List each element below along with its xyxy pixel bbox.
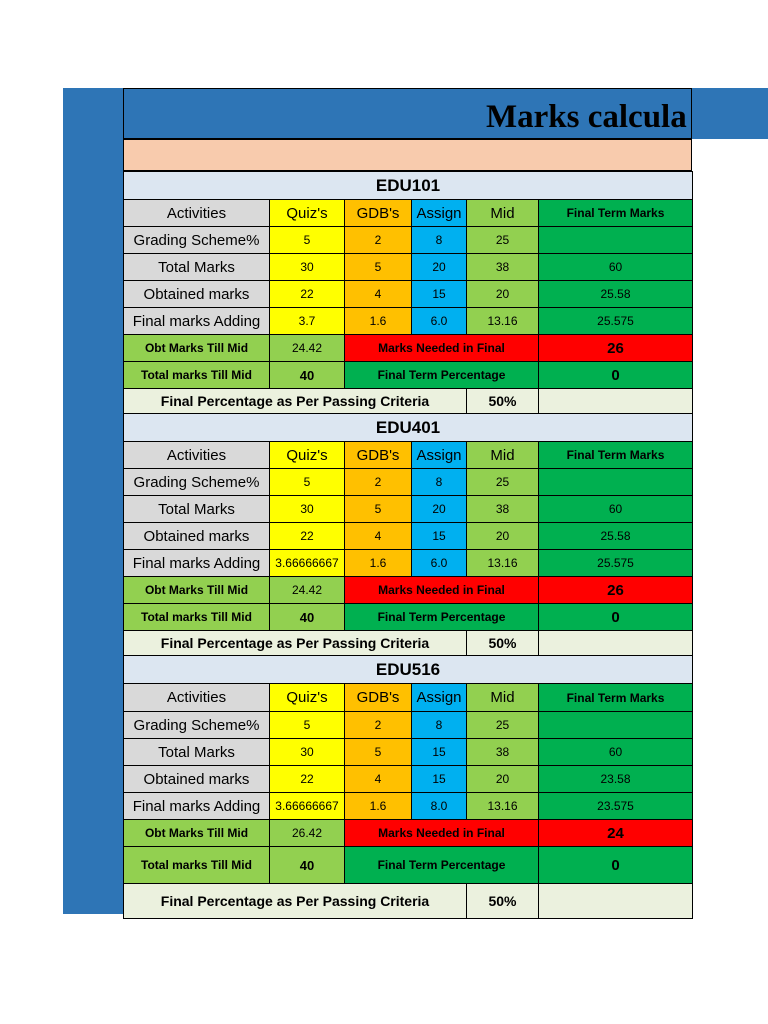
cell-final[interactable]: 60	[539, 496, 693, 523]
cell-final[interactable]: 25.575	[539, 308, 693, 335]
criteria-label: Final Percentage as Per Passing Criteria	[124, 631, 467, 656]
cell-gdb[interactable]: 2	[345, 227, 412, 254]
header-quizzes[interactable]: Quiz's	[270, 684, 345, 712]
cell-quiz[interactable]: 22	[270, 281, 345, 308]
cell-final[interactable]: 25.58	[539, 523, 693, 550]
row-label-obtained[interactable]: Obtained marks	[124, 281, 270, 308]
final-term-percentage-label: Final Term Percentage	[345, 604, 539, 631]
criteria-label: Final Percentage as Per Passing Criteria	[124, 884, 467, 919]
final-term-percentage-label: Final Term Percentage	[345, 362, 539, 389]
cell-gdb[interactable]: 2	[345, 469, 412, 496]
header-quizzes[interactable]: Quiz's	[270, 442, 345, 469]
header-mid[interactable]: Mid	[467, 442, 539, 469]
cell-quiz[interactable]: 30	[270, 496, 345, 523]
cell-gdb[interactable]: 1.6	[345, 550, 412, 577]
criteria-empty-cell[interactable]	[539, 884, 693, 919]
cell-final[interactable]: 23.575	[539, 793, 693, 820]
cell-assign[interactable]: 6.0	[412, 550, 467, 577]
row-label-obtained[interactable]: Obtained marks	[124, 523, 270, 550]
header-gdbs[interactable]: GDB's	[345, 200, 412, 227]
cell-final[interactable]: 23.58	[539, 766, 693, 793]
cell-gdb[interactable]: 1.6	[345, 308, 412, 335]
header-quizzes[interactable]: Quiz's	[270, 200, 345, 227]
cell-final[interactable]: 60	[539, 254, 693, 281]
header-gdbs[interactable]: GDB's	[345, 442, 412, 469]
cell-mid[interactable]: 38	[467, 254, 539, 281]
final-term-percentage-label: Final Term Percentage	[345, 847, 539, 884]
row-label-grading[interactable]: Grading Scheme%	[124, 712, 270, 739]
cell-assign[interactable]: 20	[412, 254, 467, 281]
cell-gdb[interactable]: 4	[345, 281, 412, 308]
total-marks-label: Total marks Till Mid	[124, 847, 270, 884]
cell-assign[interactable]: 15	[412, 523, 467, 550]
cell-final[interactable]: 25.575	[539, 550, 693, 577]
sheet-background-left	[63, 88, 125, 914]
cell-gdb[interactable]: 5	[345, 739, 412, 766]
sheet-background-right	[692, 88, 768, 139]
cell-quiz[interactable]: 5	[270, 712, 345, 739]
cell-mid[interactable]: 25	[467, 469, 539, 496]
page-title: Marks calcula	[486, 99, 687, 135]
cell-mid[interactable]: 13.16	[467, 793, 539, 820]
row-label-total[interactable]: Total Marks	[124, 496, 270, 523]
cell-gdb[interactable]: 4	[345, 523, 412, 550]
criteria-empty-cell[interactable]	[539, 631, 693, 656]
cell-quiz[interactable]: 22	[270, 766, 345, 793]
criteria-value[interactable]: 50%	[467, 884, 539, 919]
final-term-percentage-value[interactable]: 0	[539, 604, 693, 631]
cell-assign[interactable]: 8	[412, 227, 467, 254]
cell-mid[interactable]: 38	[467, 739, 539, 766]
cell-assign[interactable]: 15	[412, 281, 467, 308]
cell-quiz[interactable]: 3.66666667	[270, 793, 345, 820]
course-block-edu516	[123, 655, 692, 919]
cell-gdb[interactable]: 5	[345, 254, 412, 281]
cell-mid[interactable]: 38	[467, 496, 539, 523]
header-mid[interactable]: Mid	[467, 684, 539, 712]
cell-quiz[interactable]: 30	[270, 254, 345, 281]
row-label-total[interactable]: Total Marks	[124, 254, 270, 281]
marks-needed-label: Marks Needed in Final	[345, 820, 539, 847]
marks-needed-value[interactable]: 26	[539, 335, 693, 362]
cell-final[interactable]: 60	[539, 739, 693, 766]
obt-marks-value[interactable]: 24.42	[270, 577, 345, 604]
cell-assign[interactable]: 8	[412, 712, 467, 739]
header-activities[interactable]: Activities	[124, 442, 270, 469]
header-assign[interactable]: Assign	[412, 684, 467, 712]
cell-gdb[interactable]: 1.6	[345, 793, 412, 820]
header-mid[interactable]: Mid	[467, 200, 539, 227]
cell-mid[interactable]: 25	[467, 227, 539, 254]
cell-quiz[interactable]: 5	[270, 469, 345, 496]
course-title: EDU516	[124, 656, 693, 684]
obt-marks-value[interactable]: 26.42	[270, 820, 345, 847]
cell-assign[interactable]: 15	[412, 766, 467, 793]
spacer-row	[123, 139, 692, 171]
obt-marks-label: Obt Marks Till Mid	[124, 820, 270, 847]
cell-gdb[interactable]: 4	[345, 766, 412, 793]
cell-mid[interactable]: 20	[467, 281, 539, 308]
cell-final[interactable]	[539, 469, 693, 496]
cell-mid[interactable]: 20	[467, 766, 539, 793]
cell-assign[interactable]: 6.0	[412, 308, 467, 335]
course-title: EDU101	[124, 172, 693, 200]
row-label-final-adding[interactable]: Final marks Adding	[124, 793, 270, 820]
cell-quiz[interactable]: 22	[270, 523, 345, 550]
obt-marks-label: Obt Marks Till Mid	[124, 577, 270, 604]
cell-assign[interactable]: 8	[412, 469, 467, 496]
marks-needed-value[interactable]: 24	[539, 820, 693, 847]
criteria-empty-cell[interactable]	[539, 389, 693, 414]
marks-needed-label: Marks Needed in Final	[345, 335, 539, 362]
header-final-term[interactable]: Final Term Marks	[539, 200, 693, 227]
header-assign[interactable]: Assign	[412, 200, 467, 227]
criteria-value[interactable]: 50%	[467, 389, 539, 414]
marks-needed-label: Marks Needed in Final	[345, 577, 539, 604]
cell-assign[interactable]: 15	[412, 739, 467, 766]
header-final-term[interactable]: Final Term Marks	[539, 442, 693, 469]
cell-quiz[interactable]: 3.7	[270, 308, 345, 335]
final-term-percentage-value[interactable]: 0	[539, 847, 693, 884]
row-label-final-adding[interactable]: Final marks Adding	[124, 308, 270, 335]
cell-quiz[interactable]: 3.66666667	[270, 550, 345, 577]
cell-gdb[interactable]: 2	[345, 712, 412, 739]
total-marks-value[interactable]: 40	[270, 362, 345, 389]
obt-marks-value[interactable]: 24.42	[270, 335, 345, 362]
cell-mid[interactable]: 20	[467, 523, 539, 550]
header-gdbs[interactable]: GDB's	[345, 684, 412, 712]
cell-quiz[interactable]: 30	[270, 739, 345, 766]
course-title: EDU401	[124, 414, 693, 442]
cell-assign[interactable]: 8.0	[412, 793, 467, 820]
header-assign[interactable]: Assign	[412, 442, 467, 469]
total-marks-value[interactable]: 40	[270, 604, 345, 631]
total-marks-label: Total marks Till Mid	[124, 362, 270, 389]
cell-final[interactable]	[539, 712, 693, 739]
cell-final[interactable]: 25.58	[539, 281, 693, 308]
cell-mid[interactable]: 25	[467, 712, 539, 739]
row-label-obtained[interactable]: Obtained marks	[124, 766, 270, 793]
cell-gdb[interactable]: 5	[345, 496, 412, 523]
row-label-final-adding[interactable]: Final marks Adding	[124, 550, 270, 577]
total-marks-value[interactable]: 40	[270, 847, 345, 884]
cell-final[interactable]	[539, 227, 693, 254]
header-activities[interactable]: Activities	[124, 684, 270, 712]
criteria-label: Final Percentage as Per Passing Criteria	[124, 389, 467, 414]
cell-mid[interactable]: 13.16	[467, 308, 539, 335]
cell-assign[interactable]: 20	[412, 496, 467, 523]
marks-needed-value[interactable]: 26	[539, 577, 693, 604]
header-final-term[interactable]: Final Term Marks	[539, 684, 693, 712]
row-label-grading[interactable]: Grading Scheme%	[124, 227, 270, 254]
course-block-edu101	[123, 171, 692, 414]
obt-marks-label: Obt Marks Till Mid	[124, 335, 270, 362]
course-block-edu401	[123, 413, 692, 656]
criteria-value[interactable]: 50%	[467, 631, 539, 656]
row-label-grading[interactable]: Grading Scheme%	[124, 469, 270, 496]
cell-mid[interactable]: 13.16	[467, 550, 539, 577]
cell-quiz[interactable]: 5	[270, 227, 345, 254]
header-activities[interactable]: Activities	[124, 200, 270, 227]
total-marks-label: Total marks Till Mid	[124, 604, 270, 631]
row-label-total[interactable]: Total Marks	[124, 739, 270, 766]
final-term-percentage-value[interactable]: 0	[539, 362, 693, 389]
title-banner	[123, 88, 692, 139]
